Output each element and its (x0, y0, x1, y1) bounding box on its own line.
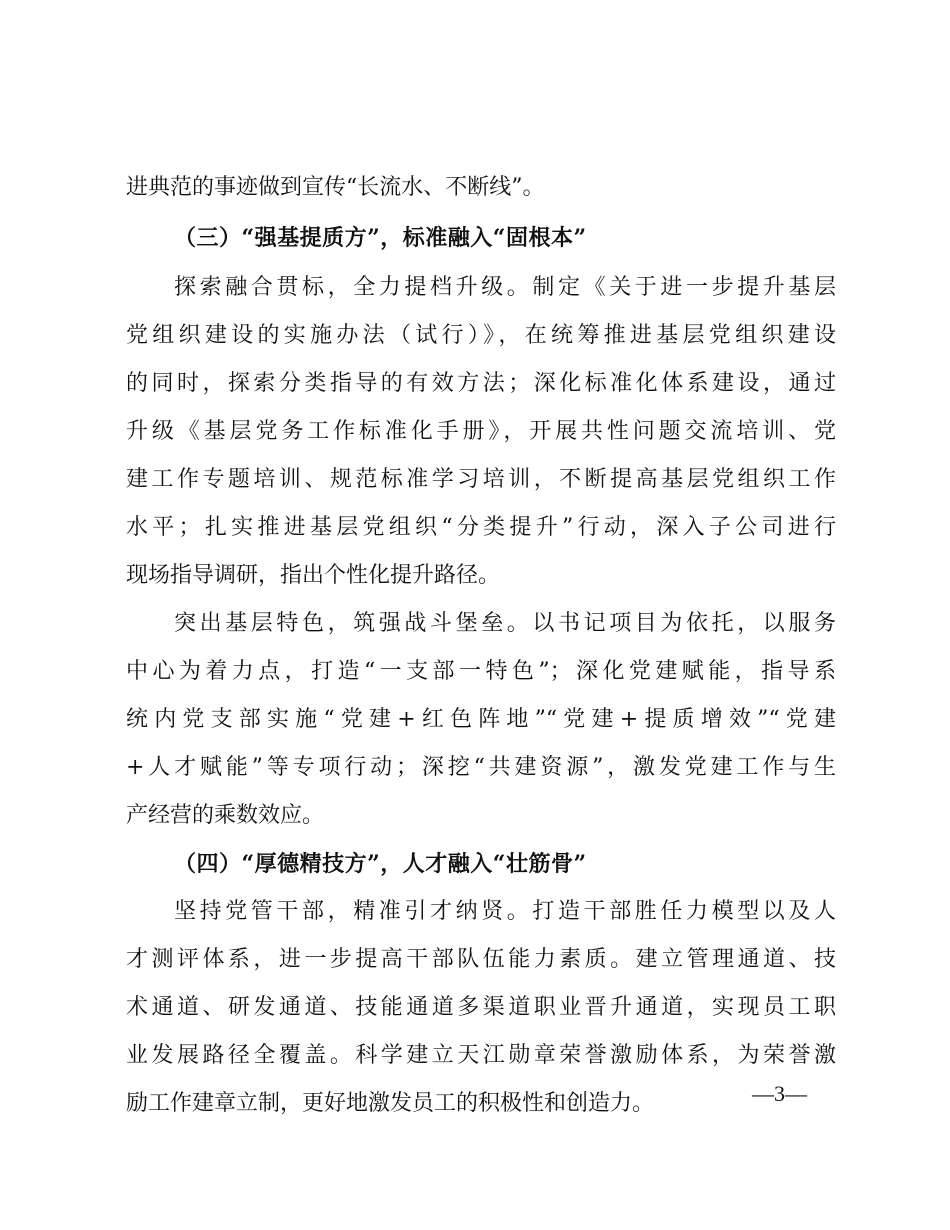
paragraph-line: 突出基层特色，筑强战斗堡垒。以书记项目为依托，以服务 (174, 611, 836, 636)
section-heading-4: （四）“厚德精技方”，人才融入“壮筋骨” (174, 851, 587, 877)
paragraph-line: 坚持党管干部，精准引才纳贤。打造干部胜任力模型以及人 (174, 899, 836, 924)
section-heading-3: （三）“强基提质方”，标准融入“固根本” (174, 225, 587, 251)
paragraph-line: 业发展路径全覆盖。科学建立天江勋章荣誉激励体系，为荣誉激 (126, 1043, 836, 1068)
paragraph-line: 术通道、研发通道、技能通道多渠道职业晋升通道，实现员工职 (126, 995, 836, 1020)
paragraph-line: 的同时，探索分类指导的有效方法；深化标准化体系建设，通过 (126, 371, 836, 396)
paragraph-line: 中心为着力点，打造“一支部一特色”；深化党建赋能，指导系 (126, 659, 836, 684)
paragraph-line: 才测评体系，进一步提高干部队伍能力素质。建立管理通道、技 (126, 947, 836, 972)
paragraph-line: 现场指导调研，指出个性化提升路径。 (126, 563, 501, 588)
paragraph-line: 产经营的乘数效应。 (126, 803, 325, 828)
paragraph-line: +人才赋能”等专项行动；深挖“共建资源”，激发党建工作与生 (126, 755, 836, 780)
paragraph-line: 励工作建章立制，更好地激发员工的积极性和创造力。 (126, 1091, 655, 1116)
paragraph-line: 党组织建设的实施办法（试行）》，在统筹推进基层党组织建设 (126, 323, 836, 348)
paragraph-line: 建工作专题培训、规范标准学习培训，不断提高基层党组织工作 (126, 467, 836, 492)
page-number: —3— (752, 1081, 807, 1106)
paragraph-line: 进典范的事迹做到宣传“长流水、不断线”。 (126, 175, 545, 200)
paragraph-line: 水平；扎实推进基层党组织“分类提升”行动，深入子公司进行 (126, 515, 836, 540)
paragraph-line: 升级《基层党务工作标准化手册》，开展共性问题交流培训、党 (126, 419, 836, 444)
paragraph-line: 统内党支部实施“党建+红色阵地”“党建+提质增效”“党建 (126, 707, 836, 732)
paragraph-line: 探索融合贯标，全力提档升级。制定《关于进一步提升基层 (174, 275, 836, 300)
